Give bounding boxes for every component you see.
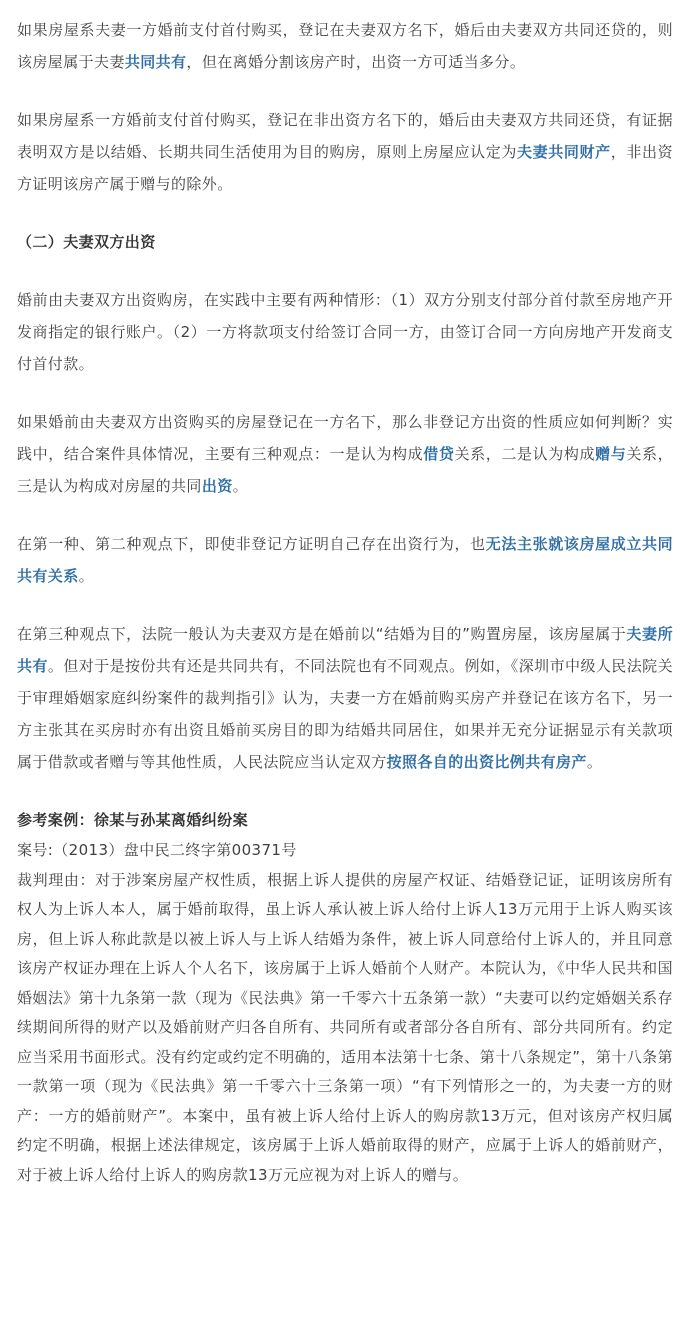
section-heading: （二）夫妻双方出资 — [17, 233, 156, 251]
text: 在第三种观点下，法院一般认为夫妻双方是在婚前以“结婚为目的”购置房屋，该房屋属于 — [17, 625, 627, 643]
highlight-contribution: 出资 — [201, 477, 233, 495]
spacer — [17, 78, 673, 104]
reference-case-title: 参考案例：徐某与孙某离婚纠纷案 — [17, 811, 249, 829]
spacer — [17, 258, 673, 284]
text: 如果房屋系夫妻一方婚前支付首付购买，登记在夫妻双方名下，婚后由夫妻双方共同还贷的，则该房屋属于夫妻 — [17, 21, 673, 71]
case-number: 案号:（2013）盘中民二终字第00371号 — [17, 841, 297, 859]
spacer — [17, 200, 673, 226]
paragraph-joint-title — [17, 14, 673, 78]
text: ，非出资方证明该房产属于赠与的除外。 — [17, 143, 673, 193]
text: 。 — [232, 477, 249, 495]
highlight-proportional-ownership: 按照各自的出资比例共有房产 — [386, 753, 587, 771]
highlight-gift: 赠与 — [595, 445, 627, 463]
case-reasoning: 裁判理由：对于涉案房屋产权性质，根据上诉人提供的房屋产权证、结婚登记证，证明该房所有权人为上诉人本人，属于婚前取得，虽上诉人承认被上诉人给付上诉人13万元用于上诉人购买该房，但上诉人称此款是以被上诉人与上诉人结婚为条件，被上诉人同意给付上诉人的，并且同意该房产权证办理在上诉人个人名下，该房属于上诉人婚前个人财产。本院认为，《中华人民共和国婚姻法》第十九条第一款（现为《民法典》第一千零六十五条第一款）“夫妻可以约定婚姻关系存续期间所得的财产以及婚前财产归各自所有、共同所有或者部分各自所有、部分共同所有。约定应当采用书面形式。没有约定或约定不明确的，适用本法第十七条、第十八条规定”，第十八条第一款第一项（现为《民法典》第一千零六十三条第一项）“有下列情形之一的，为夫妻一方的财产：一方的婚前财产”。本案中，虽有被上诉人给付上诉人的购房款13万元，但对该房产权归属约定不明确，根据上述法律规定，该房属于上诉人婚前取得的财产，应属于上诉人的婚前财产，对于被上诉人给付上诉人的购房款13万元应视为对上诉人的赠与。 — [17, 870, 673, 1184]
text: 。 — [586, 753, 603, 771]
paragraph-two-situations: 婚前由夫妻双方出资购房，在实践中主要有两种情形：（1）双方分别支付部分首付款至房地产开发商指定的银行账户。（2）一方将款项支付给签订合同一方，由签订合同一方向房地产开发商支付首付款。 — [17, 291, 673, 373]
spacer — [17, 592, 673, 618]
highlight-common-property: 夫妻共同财产 — [516, 143, 611, 161]
text: 。 — [78, 567, 95, 585]
spacer — [17, 380, 673, 406]
paragraph-non-contributor-title — [17, 104, 673, 200]
highlight-no-joint-claim: 无法主张就该房屋成立共同共有关系 — [17, 535, 673, 585]
paragraph-third-view — [17, 618, 673, 778]
text: 如果房屋系一方婚前支付首付购买，登记在非出资方名下的，婚后由夫妻双方共同还贷，有证据表明双方是以结婚、长期共同生活使用为目的购房，原则上房屋应认定为 — [17, 111, 673, 161]
text: 关系，二是认为构成 — [454, 445, 596, 463]
highlight-loan: 借贷 — [423, 445, 455, 463]
text: ，但在离婚分割该房产时，出资一方可适当多分。 — [186, 53, 526, 71]
text: 在第一种、第二种观点下，即使非登记方证明自己存在出资行为，也 — [17, 535, 486, 553]
highlight-joint-ownership: 共同共有 — [124, 53, 187, 71]
paragraph-first-second-view — [17, 528, 673, 592]
paragraph-three-views — [17, 406, 673, 502]
highlight-spouses-own: 夫妻所共有 — [17, 625, 673, 675]
text: 如果婚前由夫妻双方出资购买的房屋登记在一方名下，那么非登记方出资的性质应如何判断？实践中，结合案件具体情况，主要有三种观点：一是认为构成 — [17, 413, 673, 463]
text: 关系，三是认为构成对房屋的共同 — [17, 445, 673, 495]
text: 。但对于是按份共有还是共同共有，不同法院也有不同观点。例如，《深圳市中级人民法院关于审理婚姻家庭纠纷案件的裁判指引》认为，夫妻一方在婚前购买房产并登记在该方名下，另一方主张其在买房时亦有出资且婚前买房目的即为结婚共同居住，如果并无充分证据显示有关款项属于借款或者赠与等其他性质，人民法院应当认定双方 — [17, 657, 673, 771]
spacer — [17, 778, 673, 804]
spacer — [17, 502, 673, 528]
